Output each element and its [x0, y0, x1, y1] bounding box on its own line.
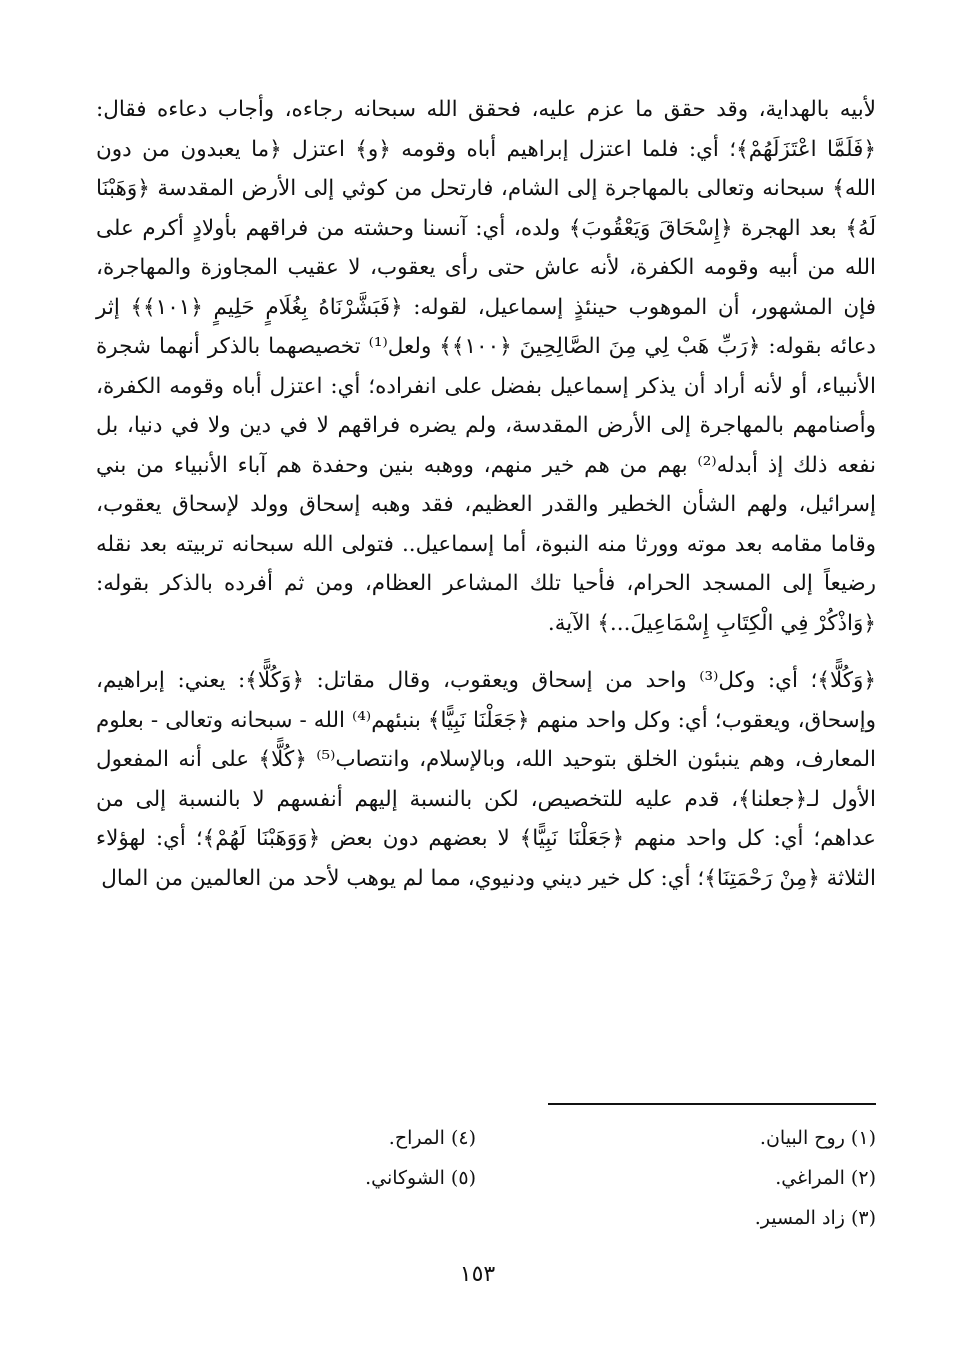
- page-number: ١٥٣: [459, 1262, 496, 1287]
- footnotes-column-left: [296, 1118, 476, 1198]
- main-text: [96, 90, 876, 898]
- footnote: (٣) زاد المسير.: [754, 1207, 876, 1229]
- footnote-separator: [548, 1103, 876, 1105]
- footnote: (٢) المراغي.: [775, 1167, 876, 1189]
- paragraph: ﴿وَكُلًّا﴾؛ أي: وكل⁽³⁾ واحد من إسحاق ويعقوب، وقال مقاتل: ﴿وَكُلًّا﴾: يعني: إبراهيم، وإسحاق، ويعقوب؛ أي: وكل واحد منهم ﴿جَعَلْنَا نَبِيًّا﴾ بنبئهم⁽⁴⁾ الله - سبحانه وتعالى - بعلوم المعارف، وهم ينبئون الخلق بتوحيد الله، وبالإسلام، وانتصاب⁽⁵⁾ ﴿كُلًّا﴾ على أنه المفعول الأول لـ﴿جعلنا﴾، قدم عليه للتخصيص، لكن بالنسبة إليهم أنفسهم لا بالنسبة إلى من عداهم؛ أي: كل واحد منهم ﴿جَعَلْنَا نَبِيًّا﴾ لا بعضهم دون بعض ﴿وَوَهَبْنَا لَهُمْ﴾؛ أي: لهؤلاء الثلاثة ﴿مِنْ رَحْمَتِنَا﴾؛ أي: كل خير ديني ودنيوي، مما لم يوهب لأحد من العالمين من المال: [96, 668, 876, 891]
- footnote: (٥) الشوكاني.: [365, 1167, 476, 1189]
- footnotes-column-right: [656, 1118, 876, 1238]
- paragraph: لأبيه بالهداية، وقد حقق ما عزم عليه، فحقق الله سبحانه رجاءه، وأجاب دعاءه فقال: ﴿فَلَمَّا اعْتَزَلَهُمْ﴾؛ أي: فلما اعتزل إبراهيم أباه وقومه ﴿و﴾ اعتزل ﴿ما يعبدون من دون الله﴾ سبحانه وتعالى بالمهاجرة إلى الشام، فارتحل من كوثي إلى الأرض المقدسة ﴿وَهَبْنَا لَهُ﴾ بعد الهجرة ﴿إِسْحَاقَ وَيَعْقُوبَ﴾ ولده، أي: آنسنا وحشته من فراقهم بأولادٍ أكرم على الله من أبيه وقومه الكفرة، لأنه عاش حتى رأى يعقوب، لا عقيب المجاوزة والمهاجرة، فإن المشهور، أن الموهوب حينئذٍ إسماعيل، لقوله: ﴿فَبَشَّرْنَاهُ بِغُلَامٍ حَلِيمٍ ﴿١٠١﴾﴾ إثر دعائه بقوله: ﴿رَبِّ هَبْ لِي مِنَ الصَّالِحِينَ ﴿١٠٠﴾﴾ ولعل⁽¹⁾ تخصيصهما بالذكر أنهما شجرة الأنبياء، أو لأنه أراد أن يذكر إسماعيل بفضل على انفراده؛ أي: اعتزل أباه وقومه الكفرة، وأصنامهم بالمهاجرة إلى الأرض المقدسة، ولم يضره فراقهم لا في دين ولا في دنيا، بل نفعه ذلك إذ أبدله⁽²⁾ بهم من هم خير منهم، ووهبه بنين وحفدة هم آباء الأنبياء من بني إسرائيل، ولهم الشأن الخطير والقدر العظيم، فقد وهبه إسحاق وولد لإسحاق يعقوب، وقاما مقامه بعد موته وورثا منه النبوة، أما إسماعيل.. فتولى الله سبحانه تربيته بعد نقله رضيعاً إلى المسجد الحرام، فأحيا تلك المشاعر العظام، ومن ثم أفرده بالذكر بقوله: ﴿وَاذْكُرْ فِي الْكِتَابِ إِسْمَاعِيلَ...﴾ الآية.: [96, 97, 876, 636]
- footnote: (٤) المراح.: [388, 1127, 476, 1149]
- footnote: (١) روح البيان.: [759, 1127, 876, 1149]
